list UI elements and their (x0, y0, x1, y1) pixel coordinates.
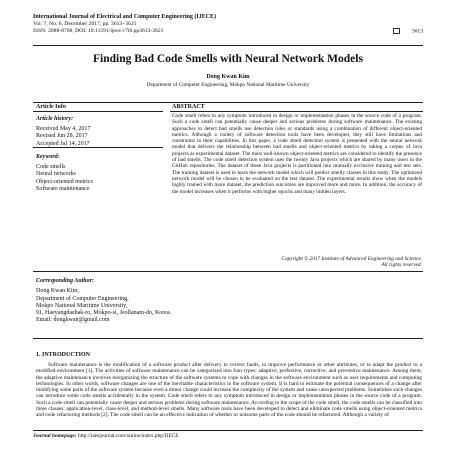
journal-volume: Vol. 7, No. 6, December 2017, pp. 3613~3621 (33, 21, 137, 27)
corresponding-email: Email: dongkwan@gmail.com (36, 317, 110, 324)
journal-name: International Journal of Electrical and Computer Engineering (IJECE) (33, 14, 217, 20)
abstract-heading: ABSTRACT (172, 103, 205, 110)
history-accepted: Accepted Jul 14, 2017 (36, 140, 90, 147)
keyword-rule (33, 147, 163, 148)
author-name: Dong Kwan Kim (206, 74, 250, 80)
introduction-heading: 1. INTRODUCTION (36, 352, 91, 358)
article-info-heading: Article Info (36, 103, 66, 110)
corresponding-rule-bottom (33, 338, 423, 339)
journal-header (33, 14, 423, 35)
article-info-rule (33, 111, 163, 112)
copyright-line-2: All rights reserved. (381, 262, 422, 269)
page-number: 3613 (411, 28, 423, 35)
corresponding-author (36, 278, 286, 325)
corresponding-line: Mokpo National Maritime University, (36, 302, 128, 309)
keyword-item: Object-oriented metrics (36, 178, 93, 185)
keywords-heading: Keyword: (36, 154, 60, 160)
keyword-item: Neural networks (36, 171, 76, 178)
footer-url[interactable]: http://iaesjournal.com/online/index.php/IJECE (77, 433, 179, 439)
footer-rule (33, 430, 423, 431)
journal-footer (33, 433, 179, 439)
keywords (36, 154, 93, 193)
header-rule (33, 45, 423, 46)
introduction-text: Software maintenance is the modification of a software product after delivery to correct faults, to improve performance or other attributes, or to adapt the product to a modified environment [1]. The activities of software maintenance can be categorized into four types: adaptive, perfective, corrective, and preventive maintenance. Among them, the adaptive maintenance involves reorganizing the structure of the software systems to cope with changes in the software environment such as user requirements and computing technologies. In other words, software changes are one of the inevitable characteristics in the software system. It is hard to estimate the potential consequences of a change after modifying some parts of the software system because even a minor change could increase the complexity of the system and cause unexpected problems. Sometimes such changes can introduce some code smells accidentally in the system. Code smell refers to any symptom introduced in design or implementation phases in the source code of a program. Such a code smell can potentially cause deeper and serious problems during software maintenance. According to the scope of the code smell, the code smells can be classified into three classes: application-level, class-level, and method-level smells. Many software tools have been developed to detect and eliminate code smells using object-oriented metrics and code refactoring methods [2]. The code smell can be an effective indication of whether or notsome parts of the code should be refactored. Although a variety of (36, 362, 422, 419)
footer-label: Journal homepage: (33, 433, 77, 439)
keyword-item: Software maintenance (36, 185, 90, 192)
history-revised: Revised Jun 28, 2017 (36, 133, 88, 140)
history-received: Received May 4, 2017 (36, 126, 91, 133)
history-heading: Article history: (36, 116, 74, 122)
journal-issn: ISSN: 2088-8708, DOI: 10.11591/ijece.v7i6.pp3613-3621 (33, 28, 164, 34)
copyright-line-1: Copyright © 2017 Institute of Advanced Engineering and Science. (281, 256, 422, 262)
paper-title: Finding Bad Code Smells with Neural Network Models (93, 53, 363, 65)
author-affiliation: Department of Computer Engineering, Mokpo National Maritime University (146, 82, 310, 88)
abstract-text: Code smell refers to any symptom introduced in design or implementation phases in the source code of a program. Such a code smell can potentially cause deeper and serious problems during software maintenance. The existing approaches to detect bad smells use detection rules or standards using a combination of different object-oriented metrics. Although a variety of software detection tools have been developed, they still have limitations and constraints in their capabilities. In this paper, a code smell detection system is presented with the neural network model that delivers the relationship between bad smells and object-oriented metrics by taking a corpus of Java projects as experimental dataset. The most well-known object-oriented metrics are considered to identify the presence of bad smells. The code smell detection system uses the twenty Java projects which are shared by many users in the GitHub repositories. The dataset of these Java projects is partitioned into mutually exclusive training and test sets. The training dataset is used to learn the network model which will predict smelly classes in this study. The optimized network model will be chosen to be evaluated on the test dataset. The experimental results show when the models highly trained with more dataset, the prediction outcomes are improved more and more. In addition, the accuracy of the model increases when it performs with higher epochs and many hidden layers. (172, 113, 422, 195)
article-history (36, 116, 90, 148)
corresponding-line: Dong Kwan Kim, (36, 288, 79, 295)
corresponding-line: Department of Computer Engineering, (36, 295, 129, 302)
corresponding-heading: Corresponding Author: (36, 278, 94, 284)
copyright-notice (172, 256, 422, 269)
corresponding-rule-top (33, 271, 423, 272)
corresponding-line: 91, Haeyangdaehak-ro, Mokpo-si, Jeollanam-do, Korea. (36, 310, 172, 317)
abstract-rule (170, 111, 423, 112)
keyword-item: Code smells (36, 164, 66, 171)
square-icon (393, 28, 400, 34)
section-rule-top (33, 102, 423, 103)
